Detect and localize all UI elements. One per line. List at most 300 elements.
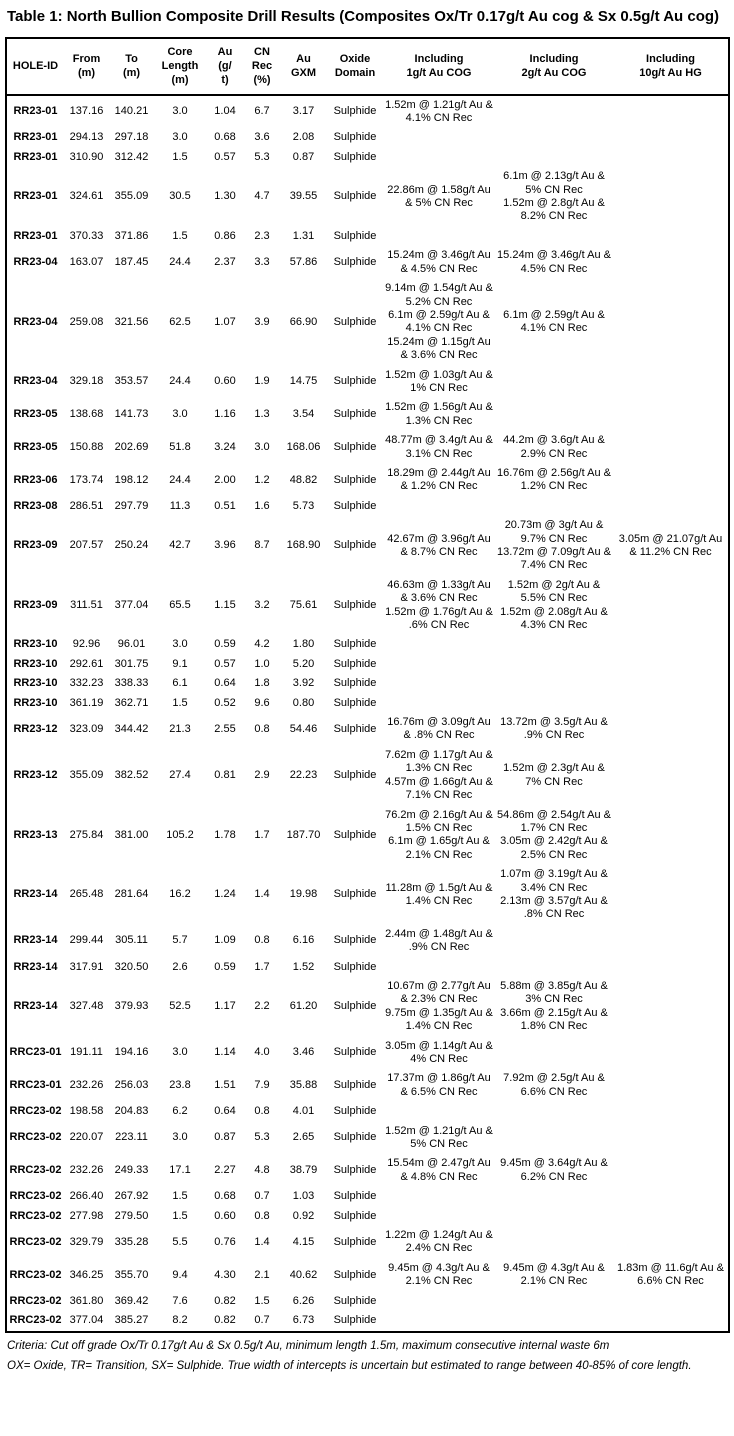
cell-to_m: 371.86 <box>114 229 149 242</box>
cell-to_m: 187.45 <box>114 256 149 268</box>
cell-cn_rec_pct: 4.7 <box>254 190 270 203</box>
table-row <box>6 246 729 279</box>
cell-from_m: 220.07 <box>69 1131 104 1144</box>
table-header <box>6 38 729 95</box>
intercept: 15.24m @ 3.46g/t Au & 4.5% CN Rec <box>497 249 611 275</box>
cell-au_gxm: 0.80 <box>292 696 315 709</box>
cell-au_gxm: 6.16 <box>292 934 315 947</box>
intercept: 22.86m @ 1.58g/t Au & 5% CN Rec <box>387 183 491 210</box>
cell-including_1gpt <box>383 1122 495 1155</box>
cell-cn_rec_pct: 9.6 <box>254 696 270 709</box>
cell-cn_rec_pct: 0.8 <box>254 1209 270 1222</box>
cell-au_gpt: 0.82 <box>214 1314 236 1327</box>
cell-including_1gpt <box>383 1187 495 1206</box>
cell-including_2gpt <box>495 128 613 147</box>
intercept: 1.52m @ 1.21g/t Au & 5% CN Rec <box>385 1124 493 1151</box>
cell-core_length_m: 21.3 <box>169 722 191 735</box>
cell-au_gpt: 0.51 <box>214 499 236 512</box>
cell-au_gpt: 1.07 <box>214 315 236 328</box>
cell-cn_rec_pct: 1.4 <box>254 888 270 901</box>
intercept: 16.76m @ 2.56g/t Au & 1.2% CN Rec <box>497 466 611 493</box>
cell-oxide_domain: Sulphide <box>333 1209 377 1222</box>
intercept: 9.45m @ 4.3g/t Au & 2.1% CN Rec <box>503 1261 605 1288</box>
cell-core_length_m: 24.4 <box>169 375 191 388</box>
intercept: 2.44m @ 1.48g/t Au & .9% CN Rec <box>385 927 493 954</box>
cell-from_m: 361.19 <box>69 696 104 709</box>
cell-including_2gpt <box>495 516 613 576</box>
cell-including_1gpt <box>383 865 495 925</box>
cell-cn_rec_pct: 3.6 <box>254 131 270 144</box>
cell-au_gxm: 2.65 <box>292 1131 315 1144</box>
table-row <box>6 1187 729 1206</box>
cell-including_1gpt <box>383 1102 495 1121</box>
footnote-criteria: Criteria: Cut off grade Ox/Tr 0.17g/t Au & Sx 0.5g/t Au, minimum length 1.5m, maximum consecutive internal waste 6m <box>7 1339 610 1352</box>
cell-including_2gpt <box>495 925 613 958</box>
cell-including_10gpt <box>613 925 729 958</box>
column-header-cn_rec_pct: CN Rec (%) <box>244 38 280 95</box>
intercept: 44.2m @ 3.6g/t Au & 2.9% CN Rec <box>503 434 605 460</box>
cell-including_10gpt <box>613 576 729 636</box>
cell-including_10gpt <box>613 655 729 674</box>
cell-to_m: 353.57 <box>114 375 149 388</box>
table-row <box>6 1069 729 1102</box>
cell-core_length_m: 3.0 <box>172 131 188 144</box>
cell-au_gxm: 14.75 <box>289 375 318 388</box>
cell-including_1gpt <box>383 227 495 246</box>
intercept: 1.52m @ 1.56g/t Au & 1.3% CN Rec <box>385 401 493 427</box>
cell-core_length_m: 1.5 <box>172 150 188 163</box>
cell-au_gxm: 22.23 <box>289 769 318 781</box>
cell-including_2gpt <box>495 227 613 246</box>
cell-to_m: 140.21 <box>114 105 149 118</box>
cell-to_m: 385.27 <box>114 1314 149 1327</box>
cell-au_gpt: 1.30 <box>214 190 236 203</box>
intercept: 16.76m @ 3.09g/t Au & .8% CN Rec <box>387 716 491 742</box>
cell-including_2gpt <box>495 1187 613 1206</box>
cell-oxide_domain: Sulphide <box>333 408 377 421</box>
cell-to_m: 338.33 <box>114 677 149 690</box>
cell-cn_rec_pct: 1.5 <box>254 1294 270 1307</box>
cell-to_m: 369.42 <box>114 1294 149 1307</box>
cell-au_gpt: 0.59 <box>214 638 236 651</box>
cell-including_2gpt <box>495 431 613 464</box>
cell-au_gxm: 5.73 <box>292 499 315 512</box>
cell-au_gpt: 1.51 <box>214 1079 236 1092</box>
cell-oxide_domain: Sulphide <box>333 598 377 611</box>
cell-core_length_m: 7.6 <box>172 1294 188 1307</box>
table-row <box>6 431 729 464</box>
cell-au_gxm: 54.46 <box>289 722 318 735</box>
cell-including_10gpt <box>613 694 729 713</box>
cell-including_10gpt <box>613 1069 729 1102</box>
cell-au_gpt: 0.60 <box>214 375 236 388</box>
cell-au_gpt: 1.17 <box>214 1000 236 1013</box>
cell-including_2gpt <box>495 398 613 431</box>
cell-core_length_m: 1.5 <box>172 1190 188 1203</box>
column-header-including_2gpt: Including 2g/t Au COG <box>495 38 613 95</box>
intercept: 5.88m @ 3.85g/t Au & 3% CN Rec <box>500 979 608 1006</box>
cell-hole_id: RR23-04 <box>13 375 58 388</box>
cell-oxide_domain: Sulphide <box>333 1046 377 1059</box>
table-row <box>6 464 729 497</box>
cell-core_length_m: 3.0 <box>172 408 188 421</box>
cell-from_m: 137.16 <box>69 105 104 118</box>
column-header-hole_id: HOLE-ID <box>6 38 64 95</box>
cell-au_gxm: 0.92 <box>292 1209 315 1222</box>
cell-oxide_domain: Sulphide <box>333 440 377 453</box>
table-row <box>6 95 729 129</box>
cell-from_m: 207.57 <box>69 539 104 552</box>
cell-oxide_domain: Sulphide <box>333 499 377 512</box>
table-row <box>6 576 729 636</box>
cell-including_2gpt <box>495 713 613 746</box>
cell-oxide_domain: Sulphide <box>333 1105 377 1118</box>
cell-including_10gpt <box>613 148 729 167</box>
cell-au_gxm: 1.31 <box>292 229 315 242</box>
intercept: 1.52m @ 2g/t Au & 5.5% CN Rec <box>507 578 601 605</box>
cell-including_1gpt <box>383 746 495 806</box>
cell-including_1gpt <box>383 674 495 693</box>
intercept: 76.2m @ 2.16g/t Au & 1.5% CN Rec <box>385 808 493 834</box>
cell-hole_id: RRC23-01 <box>9 1046 62 1059</box>
cell-cn_rec_pct: 1.7 <box>254 960 270 973</box>
cell-core_length_m: 3.0 <box>172 105 188 118</box>
cell-au_gpt: 2.55 <box>214 722 236 735</box>
cell-from_m: 299.44 <box>69 934 104 947</box>
cell-au_gxm: 1.52 <box>292 960 315 973</box>
column-header-oxide_domain: Oxide Domain <box>327 38 383 95</box>
cell-au_gpt: 0.81 <box>214 769 236 781</box>
cell-from_m: 150.88 <box>69 440 104 453</box>
cell-including_1gpt <box>383 246 495 279</box>
cell-hole_id: RR23-12 <box>13 722 58 735</box>
cell-cn_rec_pct: 3.2 <box>254 598 270 611</box>
cell-from_m: 294.13 <box>69 131 104 144</box>
table-row <box>6 279 729 365</box>
intercept: 3.05m @ 2.42g/t Au & 2.5% CN Rec <box>500 835 608 861</box>
intercept: 9.45m @ 4.3g/t Au & 2.1% CN Rec <box>388 1261 490 1288</box>
intercept: 15.54m @ 2.47g/t Au & 4.8% CN Rec <box>387 1157 491 1183</box>
cell-including_1gpt <box>383 655 495 674</box>
cell-including_10gpt <box>613 279 729 365</box>
table-row <box>6 1259 729 1292</box>
cell-au_gxm: 3.54 <box>292 408 315 421</box>
cell-including_2gpt <box>495 958 613 977</box>
cell-including_2gpt <box>495 977 613 1037</box>
cell-core_length_m: 1.5 <box>172 1209 188 1222</box>
cell-au_gxm: 48.82 <box>289 473 318 486</box>
cell-hole_id: RRC23-02 <box>9 1190 62 1203</box>
cell-oxide_domain: Sulphide <box>333 150 377 163</box>
cell-core_length_m: 1.5 <box>172 696 188 709</box>
cell-including_2gpt <box>495 1259 613 1292</box>
cell-hole_id: RR23-09 <box>13 539 58 552</box>
cell-cn_rec_pct: 1.2 <box>254 473 270 486</box>
intercept: 2.13m @ 3.57g/t Au & .8% CN Rec <box>500 894 608 921</box>
cell-au_gxm: 2.08 <box>292 131 315 144</box>
cell-oxide_domain: Sulphide <box>333 696 377 709</box>
cell-from_m: 266.40 <box>69 1190 104 1203</box>
intercept: 1.52m @ 1.76g/t Au & .6% CN Rec <box>385 605 493 632</box>
cell-to_m: 381.00 <box>114 828 149 841</box>
cell-au_gpt: 0.64 <box>214 677 236 690</box>
cell-including_10gpt <box>613 1207 729 1226</box>
cell-including_10gpt <box>613 1122 729 1155</box>
cell-including_2gpt <box>495 95 613 129</box>
cell-from_m: 329.18 <box>69 375 104 388</box>
intercept: 6.1m @ 1.65g/t Au & 2.1% CN Rec <box>388 835 490 861</box>
cell-including_1gpt <box>383 431 495 464</box>
cell-oxide_domain: Sulphide <box>333 375 377 388</box>
cell-from_m: 163.07 <box>69 256 104 268</box>
cell-au_gpt: 0.64 <box>214 1105 236 1118</box>
cell-including_10gpt <box>613 1226 729 1259</box>
cell-hole_id: RR23-04 <box>13 256 58 268</box>
cell-oxide_domain: Sulphide <box>333 769 377 781</box>
cell-including_2gpt <box>495 635 613 654</box>
cell-au_gxm: 5.20 <box>292 657 315 670</box>
cell-including_2gpt <box>495 746 613 806</box>
cell-including_10gpt <box>613 227 729 246</box>
cell-hole_id: RR23-04 <box>13 315 58 328</box>
intercept: 18.29m @ 2.44g/t Au & 1.2% CN Rec <box>387 466 491 493</box>
cell-au_gpt: 0.59 <box>214 960 236 973</box>
intercept: 13.72m @ 7.09g/t Au & 7.4% CN Rec <box>497 546 611 572</box>
cell-oxide_domain: Sulphide <box>333 229 377 242</box>
intercept: 3.05m @ 21.07g/t Au & 11.2% CN Rec <box>618 532 723 559</box>
cell-core_length_m: 62.5 <box>169 315 191 328</box>
table-row <box>6 1311 729 1331</box>
cell-including_10gpt <box>613 635 729 654</box>
cell-including_1gpt <box>383 1226 495 1259</box>
table-row <box>6 655 729 674</box>
cell-from_m: 92.96 <box>72 638 101 651</box>
cell-core_length_m: 52.5 <box>169 1000 191 1013</box>
cell-au_gpt: 4.30 <box>214 1268 236 1281</box>
cell-oxide_domain: Sulphide <box>333 638 377 651</box>
table-row <box>6 167 729 227</box>
cell-au_gpt: 1.09 <box>214 934 236 947</box>
cell-to_m: 335.28 <box>114 1235 149 1248</box>
cell-including_10gpt <box>613 1154 729 1187</box>
table-title: Table 1: North Bullion Composite Drill Results (Composites Ox/Tr 0.17g/t Au cog & Sx 0.5g/t Au cog) <box>7 8 720 25</box>
cell-including_2gpt <box>495 806 613 866</box>
cell-core_length_m: 8.2 <box>172 1314 188 1327</box>
cell-including_10gpt <box>613 497 729 516</box>
cell-core_length_m: 24.4 <box>169 256 191 268</box>
cell-au_gpt: 2.00 <box>214 473 236 486</box>
cell-including_1gpt <box>383 516 495 576</box>
cell-including_10gpt <box>613 1187 729 1206</box>
cell-from_m: 277.98 <box>69 1209 104 1222</box>
table-row <box>6 746 729 806</box>
cell-hole_id: RR23-14 <box>13 934 58 947</box>
cell-au_gpt: 0.86 <box>214 229 236 242</box>
cell-including_10gpt <box>613 958 729 977</box>
cell-to_m: 301.75 <box>114 657 149 670</box>
cell-cn_rec_pct: 1.6 <box>254 499 270 512</box>
cell-from_m: 311.51 <box>70 598 103 611</box>
cell-core_length_m: 9.4 <box>172 1268 188 1281</box>
cell-au_gxm: 75.61 <box>289 598 318 611</box>
cell-hole_id: RR23-14 <box>13 888 58 901</box>
cell-au_gpt: 3.96 <box>214 539 236 552</box>
cell-au_gxm: 1.03 <box>292 1190 315 1203</box>
cell-including_10gpt <box>613 246 729 279</box>
intercept: 1.52m @ 2.3g/t Au & 7% CN Rec <box>503 762 605 788</box>
cell-core_length_m: 42.7 <box>169 539 191 552</box>
cell-oxide_domain: Sulphide <box>333 1131 377 1144</box>
cell-cn_rec_pct: 3.9 <box>254 315 270 328</box>
cell-core_length_m: 9.1 <box>172 657 188 670</box>
cell-including_10gpt <box>613 674 729 693</box>
cell-au_gpt: 2.37 <box>214 256 236 268</box>
cell-core_length_m: 30.5 <box>169 190 191 203</box>
intercept: 20.73m @ 3g/t Au & 9.7% CN Rec <box>504 519 604 545</box>
table-row <box>6 958 729 977</box>
cell-including_2gpt <box>495 655 613 674</box>
cell-including_2gpt <box>495 674 613 693</box>
cell-au_gxm: 39.55 <box>289 190 318 203</box>
cell-hole_id: RR23-10 <box>13 677 58 690</box>
cell-including_10gpt <box>613 1037 729 1070</box>
table-row <box>6 497 729 516</box>
cell-including_2gpt <box>495 167 613 227</box>
cell-hole_id: RRC23-01 <box>9 1079 62 1092</box>
cell-au_gxm: 19.98 <box>289 888 318 901</box>
cell-including_10gpt <box>613 431 729 464</box>
cell-au_gpt: 0.68 <box>214 131 236 144</box>
cell-hole_id: RR23-10 <box>13 696 58 709</box>
intercept: 1.07m @ 3.19g/t Au & 3.4% CN Rec <box>500 868 608 894</box>
cell-including_2gpt <box>495 865 613 925</box>
cell-au_gpt: 0.60 <box>214 1209 236 1222</box>
cell-oxide_domain: Sulphide <box>333 1164 377 1177</box>
cell-to_m: 250.24 <box>114 539 149 552</box>
cell-au_gpt: 0.68 <box>214 1190 236 1203</box>
cell-including_1gpt <box>383 148 495 167</box>
cell-core_length_m: 17.1 <box>169 1164 191 1177</box>
drill-results-table <box>5 37 730 1333</box>
cell-from_m: 286.51 <box>69 499 104 512</box>
column-header-au_gpt: Au (g/ t) <box>206 38 244 95</box>
cell-including_2gpt <box>495 246 613 279</box>
table-row <box>6 128 729 147</box>
table-row <box>6 865 729 925</box>
cell-cn_rec_pct: 1.3 <box>254 408 270 421</box>
cell-cn_rec_pct: 5.3 <box>254 150 270 163</box>
cell-cn_rec_pct: 1.7 <box>254 828 270 841</box>
footnote-definitions: OX= Oxide, TR= Transition, SX= Sulphide. True width of intercepts is uncertain but estimated to range between 40-85% of core length. <box>7 1360 692 1373</box>
cell-oxide_domain: Sulphide <box>333 1079 377 1092</box>
cell-hole_id: RR23-01 <box>13 229 58 242</box>
table-row <box>6 366 729 399</box>
cell-cn_rec_pct: 8.7 <box>254 539 270 552</box>
cell-au_gpt: 0.57 <box>214 150 236 163</box>
intercept: 6.1m @ 2.59g/t Au & 4.1% CN Rec <box>388 308 490 335</box>
intercept: 7.62m @ 1.17g/t Au & 1.3% CN Rec <box>385 748 493 775</box>
cell-including_1gpt <box>383 1037 495 1070</box>
cell-hole_id: RR23-08 <box>13 499 58 512</box>
table-row <box>6 1292 729 1311</box>
cell-cn_rec_pct: 6.7 <box>254 105 270 118</box>
intercept: 1.52m @ 2.08g/t Au & 4.3% CN Rec <box>500 605 608 632</box>
cell-including_1gpt <box>383 576 495 636</box>
cell-including_2gpt <box>495 1154 613 1187</box>
cell-au_gxm: 3.17 <box>292 105 315 118</box>
cell-oxide_domain: Sulphide <box>333 1294 377 1307</box>
cell-au_gxm: 61.20 <box>289 1000 318 1013</box>
intercept: 6.1m @ 2.59g/t Au & 4.1% CN Rec <box>503 308 605 335</box>
cell-au_gpt: 0.87 <box>214 1131 236 1144</box>
cell-from_m: 232.26 <box>69 1164 104 1177</box>
cell-au_gxm: 168.06 <box>286 440 321 453</box>
cell-from_m: 232.26 <box>69 1079 104 1092</box>
cell-from_m: 191.11 <box>70 1046 103 1059</box>
intercept: 3.66m @ 2.15g/t Au & 1.8% CN Rec <box>500 1006 608 1033</box>
intercept: 46.63m @ 1.33g/t Au & 3.6% CN Rec <box>387 578 491 605</box>
cell-including_10gpt <box>613 366 729 399</box>
column-header-au_gxm: Au GXM <box>280 38 327 95</box>
cell-oxide_domain: Sulphide <box>333 722 377 735</box>
table-row <box>6 1122 729 1155</box>
cell-core_length_m: 23.8 <box>169 1079 191 1092</box>
cell-to_m: 312.42 <box>114 150 149 163</box>
cell-hole_id: RR23-05 <box>13 408 58 421</box>
cell-core_length_m: 2.6 <box>172 960 188 973</box>
cell-including_1gpt <box>383 806 495 866</box>
cell-au_gxm: 66.90 <box>289 315 318 328</box>
cell-to_m: 202.69 <box>114 440 149 453</box>
cell-to_m: 141.73 <box>114 408 149 421</box>
intercept: 11.28m @ 1.5g/t Au & 1.4% CN Rec <box>385 881 493 907</box>
cell-cn_rec_pct: 0.8 <box>254 934 270 947</box>
cell-to_m: 362.71 <box>114 696 149 709</box>
cell-to_m: 321.56 <box>114 315 149 328</box>
cell-au_gxm: 40.62 <box>289 1268 318 1281</box>
intercept: 17.37m @ 1.86g/t Au & 6.5% CN Rec <box>387 1072 491 1098</box>
cell-including_10gpt <box>613 865 729 925</box>
intercept: 9.45m @ 3.64g/t Au & 6.2% CN Rec <box>500 1157 608 1183</box>
cell-cn_rec_pct: 3.3 <box>254 256 270 268</box>
cell-core_length_m: 6.2 <box>172 1105 188 1118</box>
table-row <box>6 977 729 1037</box>
intercept: 1.83m @ 11.6g/t Au & 6.6% CN Rec <box>617 1261 724 1288</box>
intercept: 4.57m @ 1.66g/t Au & 7.1% CN Rec <box>385 775 493 802</box>
cell-oxide_domain: Sulphide <box>333 888 377 901</box>
cell-from_m: 317.91 <box>69 960 104 973</box>
column-header-core_length_m: Core Length (m) <box>154 38 206 95</box>
cell-oxide_domain: Sulphide <box>333 256 377 268</box>
cell-au_gpt: 1.15 <box>214 598 236 611</box>
intercept: 3.05m @ 1.14g/t Au & 4% CN Rec <box>385 1039 493 1066</box>
cell-core_length_m: 105.2 <box>166 828 194 841</box>
table-row <box>6 1226 729 1259</box>
cell-including_10gpt <box>613 977 729 1037</box>
cell-to_m: 204.83 <box>114 1105 149 1118</box>
cell-to_m: 194.16 <box>114 1046 149 1059</box>
cell-including_1gpt <box>383 95 495 129</box>
cell-core_length_m: 6.1 <box>172 677 188 690</box>
cell-core_length_m: 27.4 <box>169 769 191 781</box>
column-header-including_10gpt: Including 10g/t Au HG <box>613 38 729 95</box>
table-row <box>6 148 729 167</box>
cell-oxide_domain: Sulphide <box>333 1314 377 1327</box>
cell-from_m: 310.90 <box>69 150 104 163</box>
cell-hole_id: RR23-01 <box>13 190 58 203</box>
cell-cn_rec_pct: 1.4 <box>254 1235 270 1248</box>
cell-cn_rec_pct: 5.3 <box>254 1131 270 1144</box>
